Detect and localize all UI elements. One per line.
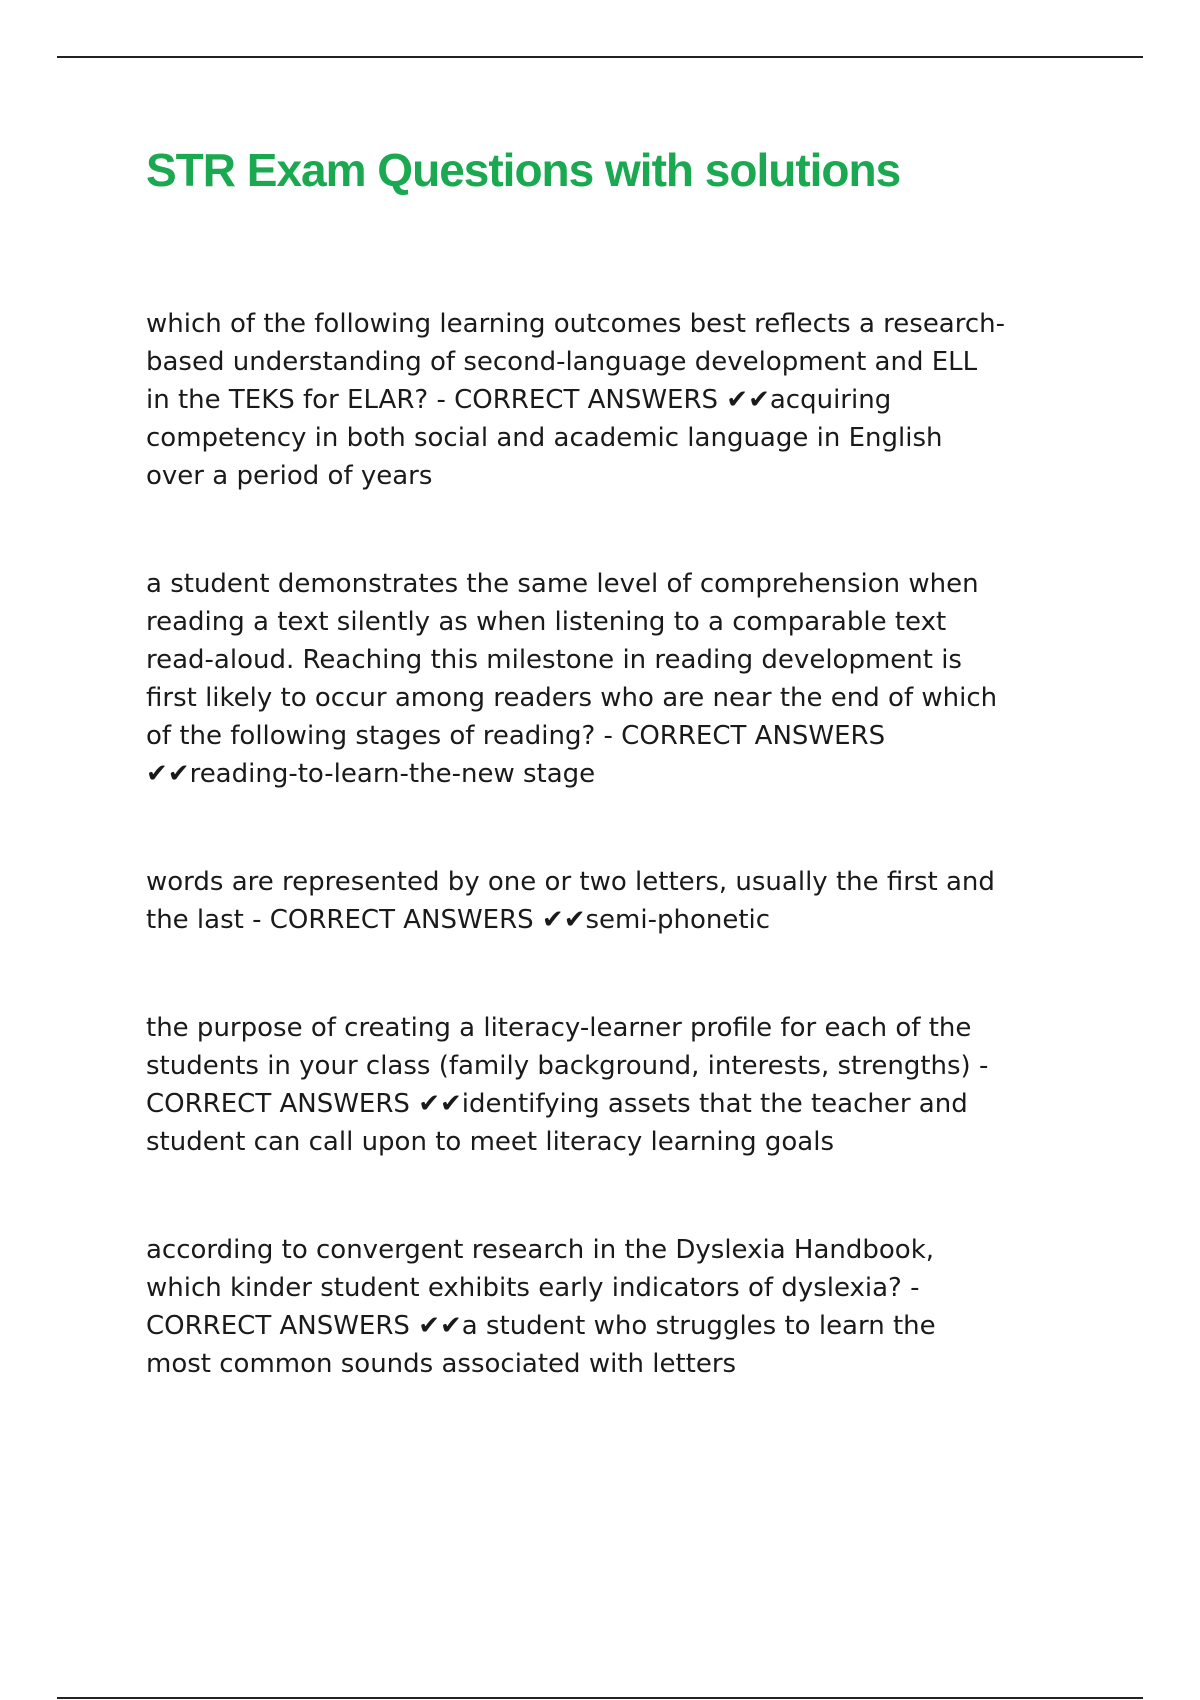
top-divider [57,56,1143,58]
bottom-divider [57,1697,1143,1699]
question-answer-2: a student demonstrates the same level of comprehension when reading a text silently as when listening to a comparable text read-aloud. Reaching this milestone in reading development is first likely to occur among readers who are near the end of which of the following stages of reading? - CORRECT ANSWERS ✔✔reading-to-learn-the-new stage [146,569,998,789]
question-answer-3: words are represented by one or two letters, usually the first and the last - CORRECT ANSWERS ✔✔semi-phonetic [146,867,995,935]
question-answer-5: according to convergent research in the Dyslexia Handbook, which kinder student exhibits early indicators of dyslexia? - CORRECT ANSWERS ✔✔a student who struggles to learn the most common sounds associated with letters [146,1235,936,1379]
question-answer-1: which of the following learning outcomes best reflects a research- based understanding of second-language development and ELL in the TEKS for ELAR? - CORRECT ANSWERS ✔✔acquiring competency in both social and academic language in English over a period of years [146,309,1006,491]
document-title: STR Exam Questions with solutions [146,144,901,196]
question-list [146,305,1106,1383]
question-answer-4: the purpose of creating a literacy-learner profile for each of the students in your class (family background, interests, strengths) - CORRECT ANSWERS ✔✔identifying assets that the teacher and student can call upon to meet literacy learning goals [146,1013,989,1157]
